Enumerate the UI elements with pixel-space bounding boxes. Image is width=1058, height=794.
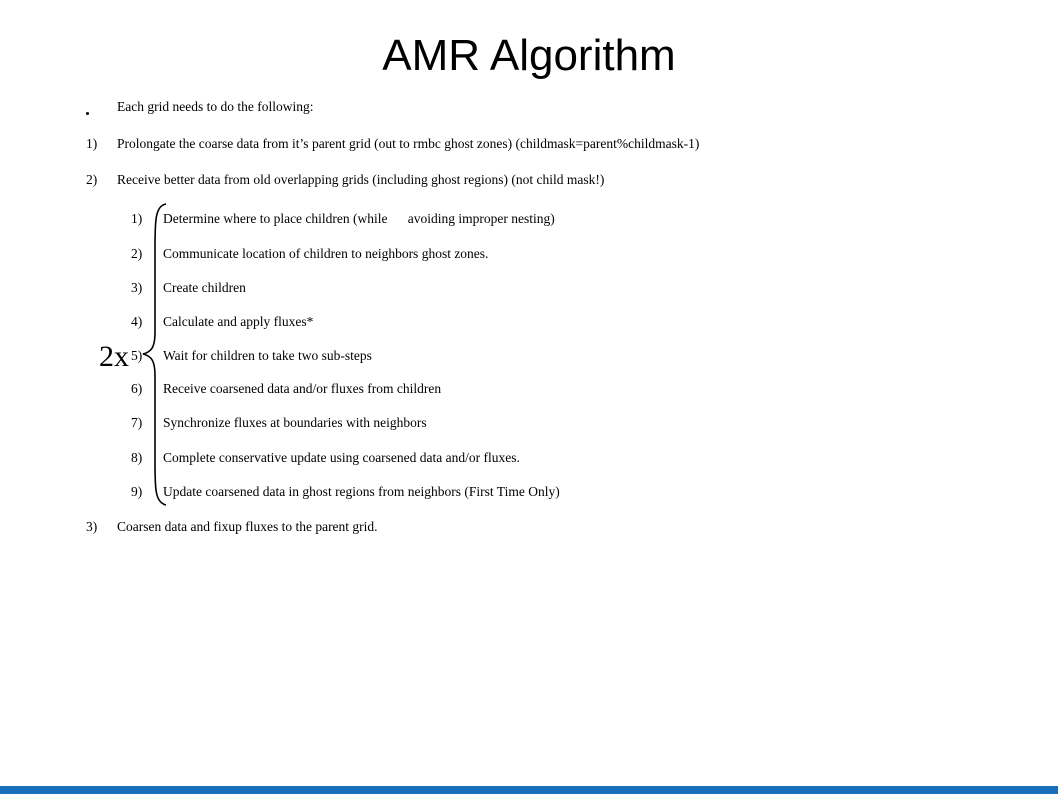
substep-number: 2) <box>131 246 143 261</box>
substep-text: Complete conservative update using coarsened data and/or fluxes. <box>163 450 520 465</box>
substep-number: 7) <box>131 415 143 430</box>
slide-title: AMR Algorithm <box>382 31 676 80</box>
substep-number: 8) <box>131 450 143 465</box>
step-number: 2) <box>86 172 98 187</box>
substep-text: Update coarsened data in ghost regions from neighbors (First Time Only) <box>163 484 560 499</box>
substep-number: 4) <box>131 314 143 329</box>
step-text: Receive better data from old overlapping grids (including ghost regions) (not child mask!) <box>117 172 605 187</box>
substep-text: Determine where to place children (while avoiding improper nesting) <box>163 211 555 226</box>
substep-number: 5) <box>131 348 143 363</box>
substep-text: Wait for children to take two sub-steps <box>163 348 372 363</box>
step-number: 3) <box>86 519 98 534</box>
substep-text: Calculate and apply fluxes* <box>163 314 314 329</box>
intro-text: Each grid needs to do the following: <box>117 99 314 114</box>
substep-text: Create children <box>163 280 246 295</box>
substep-text: Communicate location of children to neighbors ghost zones. <box>163 246 489 261</box>
substep-number: 9) <box>131 484 143 499</box>
substep-text: Receive coarsened data and/or fluxes from children <box>163 381 442 396</box>
bullet-dot <box>86 112 89 115</box>
step-text: Prolongate the coarse data from it’s parent grid (out to rmbc ghost zones) (childmask=parent%childmask-1) <box>117 136 700 151</box>
step-text: Coarsen data and fixup fluxes to the parent grid. <box>117 519 378 534</box>
substep-number: 1) <box>131 211 143 226</box>
repeat-multiplier: 2x <box>99 340 129 373</box>
footer-bar <box>0 786 1058 794</box>
substep-text: Synchronize fluxes at boundaries with neighbors <box>163 415 427 430</box>
step-number: 1) <box>86 136 98 151</box>
substep-number: 3) <box>131 280 143 295</box>
substep-number: 6) <box>131 381 143 396</box>
